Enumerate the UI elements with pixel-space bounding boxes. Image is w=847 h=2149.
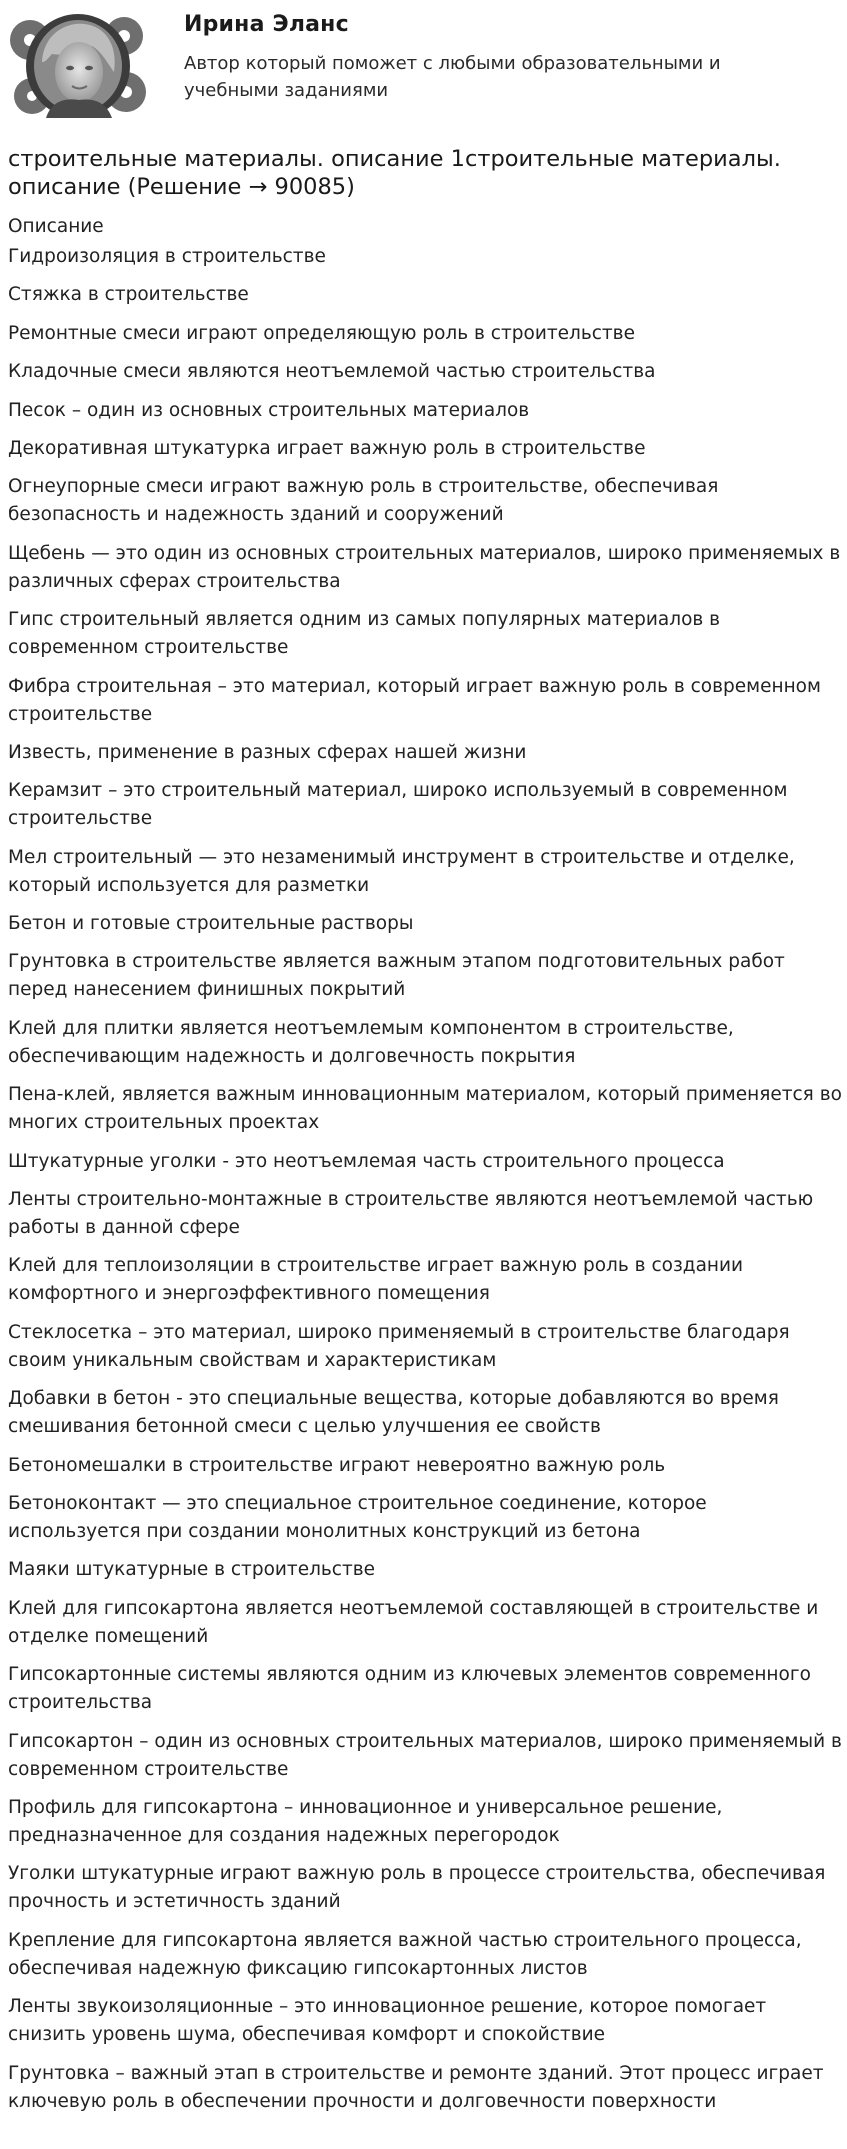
list-item[interactable]: Щебень — это один из основных строительных материалов, широко применяемых в различных сферах строительства	[8, 542, 841, 592]
list-item[interactable]: Штукатурные уголки - это неотъемлемая часть строительного процесса	[8, 1150, 725, 1172]
list-item[interactable]: Песок – один из основных строительных материалов	[8, 399, 530, 421]
list-item[interactable]: Пена-клей, является важным инновационным материалом, который применяется во многих строительных проектах	[8, 1084, 842, 1134]
materials-list	[8, 243, 843, 2126]
list-item[interactable]: Гипс строительный является одним из самых популярных материалов в современном строительстве	[8, 609, 721, 659]
author-name[interactable]: Ирина Эланс	[184, 12, 349, 37]
author-card	[0, 0, 847, 130]
list-item[interactable]: Уголки штукатурные играют важную роль в процессе строительства, обеспечивая прочность и эстетичность зданий	[8, 1863, 826, 1913]
list-item[interactable]: Бетоноконтакт — это специальное строительное соединение, которое используется при создании монолитных конструкций из бетона	[8, 1492, 707, 1542]
author-avatar[interactable]	[6, 6, 149, 124]
list-item[interactable]: Добавки в бетон - это специальные вещества, которые добавляются во время смешивания бетонной смеси с целью улучшения ее свойств	[8, 1388, 779, 1438]
list-item[interactable]: Стяжка в строительстве	[8, 284, 249, 306]
document-title: строительные материалы. описание 1строительные материалы. описание (Решение → 90085)	[8, 146, 781, 200]
list-item[interactable]: Бетономешалки в строительстве играют невероятно важную роль	[8, 1454, 666, 1476]
list-item[interactable]: Ремонтные смеси играют определяющую роль в строительстве	[8, 322, 635, 344]
list-item[interactable]: Профиль для гипсокартона – инновационное и универсальное решение, предназначенное для создания надежных перегородок	[8, 1796, 723, 1846]
list-item[interactable]: Клей для плитки является неотъемлемым компонентом в строительстве, обеспечивающим надежность и долговечность покрытия	[8, 1017, 734, 1067]
list-item[interactable]: Декоративная штукатурка играет важную роль в строительстве	[8, 437, 646, 459]
list-item[interactable]: Огнеупорные смеси играют важную роль в строительстве, обеспечивая безопасность и надежность зданий и сооружений	[8, 476, 719, 526]
list-item[interactable]: Маяки штукатурные в строительстве	[8, 1559, 376, 1581]
list-item[interactable]: Бетон и готовые строительные растворы	[8, 913, 414, 935]
list-item[interactable]: Гипсокартонные системы являются одним из ключевых элементов современного строительства	[8, 1664, 811, 1714]
list-item[interactable]: Известь, применение в разных сферах нашей жизни	[8, 741, 527, 763]
list-item[interactable]: Крепление для гипсокартона является важной частью строительного процесса, обеспечивая надежную фиксацию гипсокартонных листов	[8, 1929, 802, 1979]
list-item[interactable]: Стеклосетка – это материал, широко применяемый в строительстве благодаря своим уникальным свойствам и характеристикам	[8, 1321, 790, 1371]
list-item[interactable]: Мел строительный — это незаменимый инструмент в строительстве и отделке, который используется для разметки	[8, 846, 795, 896]
list-item[interactable]: Гипсокартон – один из основных строительных материалов, широко применяемый в современном строительстве	[8, 1730, 842, 1780]
section-label-description: Описание	[8, 216, 104, 237]
list-item[interactable]: Гидроизоляция в строительстве	[8, 246, 326, 267]
list-item[interactable]: Керамзит – это строительный материал, широко используемый в современном строительстве	[8, 780, 788, 830]
author-description: Автор который поможет с любыми образовательными и учебными заданиями	[184, 53, 721, 101]
list-item[interactable]: Грунтовка в строительстве является важным этапом подготовительных работ перед нанесением финишных покрытий	[8, 951, 785, 1001]
list-item[interactable]: Клей для теплоизоляции в строительстве играет важную роль в создании комфортного и энергоэффективного помещения	[8, 1255, 744, 1305]
list-item[interactable]: Ленты строительно-монтажные в строительстве являются неотъемлемой частью работы в данной сфере	[8, 1189, 814, 1239]
list-item[interactable]: Ленты звукоизоляционные – это инновационное решение, которое помогает снизить уровень шума, обеспечивая комфорт и спокойствие	[8, 1996, 767, 2046]
list-item[interactable]: Грунтовка – важный этап в строительстве и ремонте зданий. Этот процесс играет ключевую роль в обеспечении прочности и долговечности поверхности	[8, 2062, 824, 2112]
list-item[interactable]: Клей для гипсокартона является неотъемлемой составляющей в строительстве и отделке помещений	[8, 1597, 819, 1647]
list-item[interactable]: Кладочные смеси являются неотъемлемой частью строительства	[8, 361, 656, 383]
list-item[interactable]: Фибра строительная – это материал, который играет важную роль в современном строительстве	[8, 675, 821, 725]
